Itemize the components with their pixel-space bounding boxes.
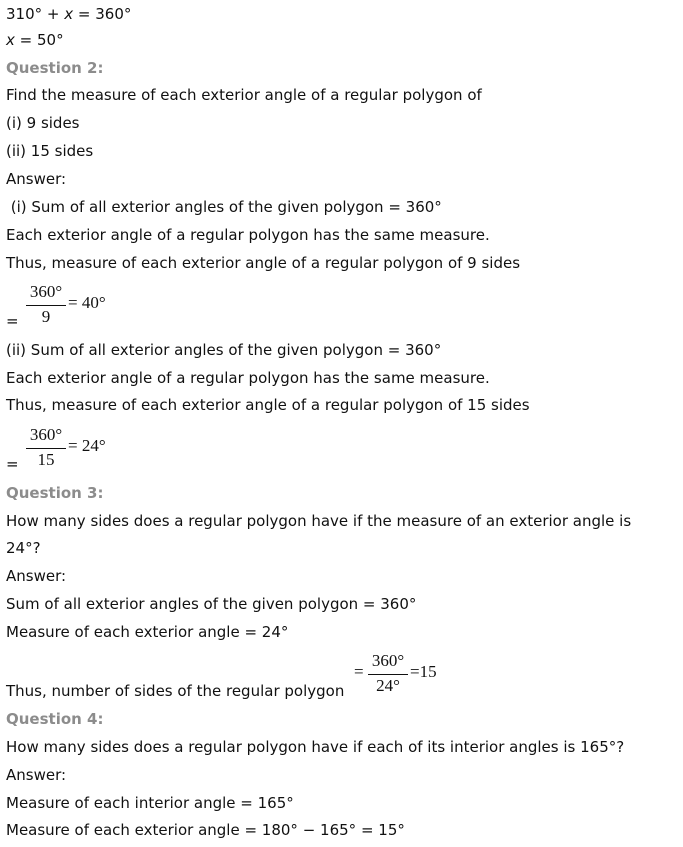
denominator: 15 (37, 450, 55, 469)
equals-sign: = (6, 312, 19, 330)
numerator: 360° (29, 425, 63, 444)
question-3-heading: Question 3: (6, 484, 104, 502)
question-2-answer-label: Answer: (6, 170, 67, 188)
question-2-heading: Question 2: (6, 59, 104, 77)
denominator: 24° (376, 676, 400, 695)
result: = 24° (68, 436, 106, 455)
question-3-answer-label: Answer: (6, 567, 67, 585)
question-4-text: How many sides does a regular polygon have if each of its interior angles is 165°? (6, 738, 625, 756)
q2-answer-line-1: (i) Sum of all exterior angles of the given polygon = 360° (6, 198, 442, 216)
q3-answer-line-3: Thus, number of sides of the regular polygon (6, 682, 345, 700)
question-3-text-line-2: 24°? (6, 539, 41, 557)
q2-answer-line-4: (ii) Sum of all exterior angles of the given polygon = 360° (6, 341, 442, 359)
fraction-bar (26, 448, 66, 449)
q2-answer-line-5: Each exterior angle of a regular polygon has the same measure. (6, 369, 490, 387)
question-3-text-line-1: How many sides does a regular polygon have if the measure of an exterior angle is (6, 512, 632, 530)
q4-answer-line-1: Measure of each interior angle = 165° (6, 794, 294, 812)
equation-line-2 (6, 26, 64, 54)
denominator: 9 (41, 307, 51, 326)
q4-answer-line-2: Measure of each exterior angle = 180° − 165° = 15° (6, 821, 405, 839)
q2-answer-line-2: Each exterior angle of a regular polygon has the same measure. (6, 226, 490, 244)
equation-text: = 360° (73, 5, 132, 23)
variable-x: x (6, 31, 15, 49)
question-4-heading: Question 4: (6, 710, 104, 728)
equation-line-1 (6, 0, 131, 28)
fraction-bar (26, 305, 66, 306)
equals-sign: = (6, 455, 19, 473)
result: =15 (410, 662, 437, 681)
equals-sign: = (354, 662, 364, 681)
equation-text: 310° + (6, 5, 65, 23)
q3-answer-line-1: Sum of all exterior angles of the given polygon = 360° (6, 595, 417, 613)
numerator: 360° (29, 282, 63, 301)
question-4-answer-label: Answer: (6, 766, 67, 784)
fraction-bar (368, 674, 408, 675)
question-2-part-i: (i) 9 sides (6, 114, 80, 132)
numerator: 360° (371, 651, 405, 670)
result: = 40° (68, 293, 106, 312)
question-2-text: Find the measure of each exterior angle of a regular polygon of (6, 86, 482, 104)
q2-answer-line-6: Thus, measure of each exterior angle of a regular polygon of 15 sides (6, 396, 530, 414)
variable-x: x (64, 5, 74, 23)
q2-answer-line-3: Thus, measure of each exterior angle of a regular polygon of 9 sides (6, 254, 521, 272)
q3-answer-line-2: Measure of each exterior angle = 24° (6, 623, 289, 641)
question-2-part-ii: (ii) 15 sides (6, 142, 94, 160)
equation-text: = 50° (14, 31, 64, 49)
